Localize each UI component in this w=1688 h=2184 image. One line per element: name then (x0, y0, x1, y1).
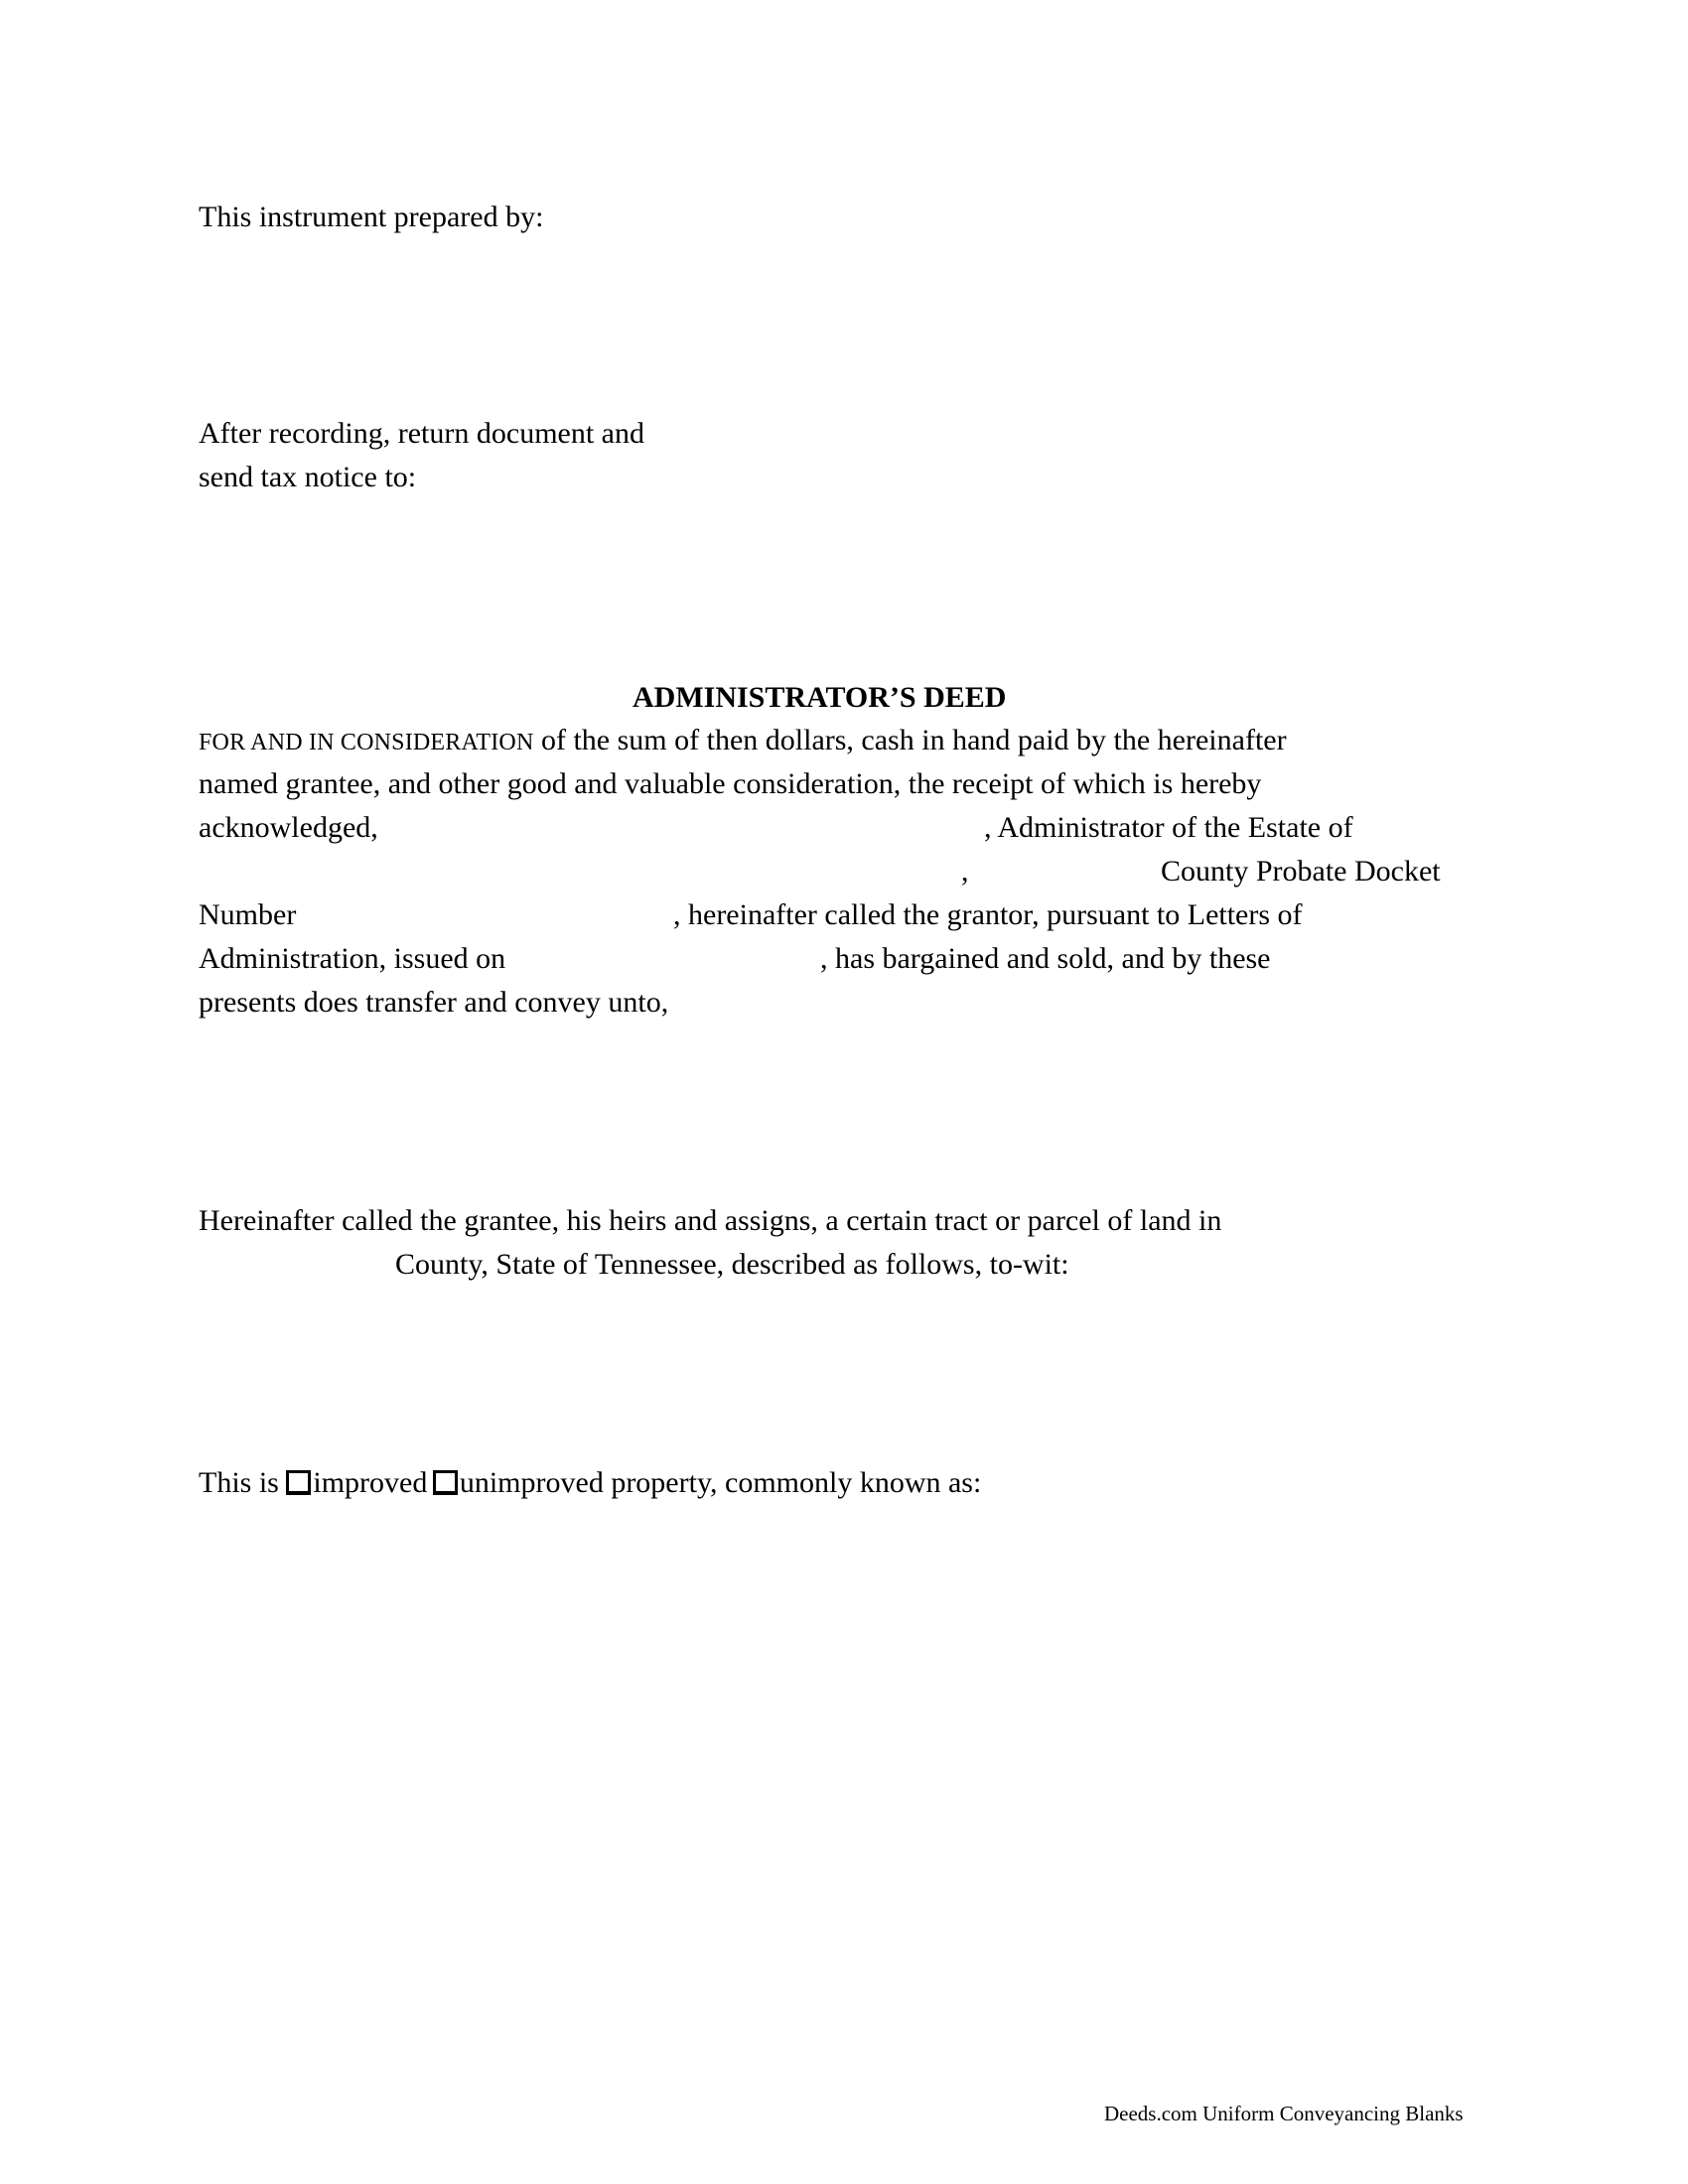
return-address-label-line2: send tax notice to: (199, 461, 417, 493)
county-probate-docket-label: County Probate Docket (1161, 855, 1441, 887)
improved-label: improved (313, 1466, 428, 1499)
unimproved-label: unimproved property, commonly known as: (459, 1466, 982, 1499)
improved-checkbox[interactable] (286, 1470, 311, 1495)
estate-comma: , (961, 855, 969, 887)
document-title: ADMINISTRATOR’S DEED (633, 681, 1007, 714)
convey-unto-label: presents does transfer and convey unto, (199, 986, 669, 1019)
grantor-letters-label: , hereinafter called the grantor, pursuant to Letters of (673, 898, 1303, 931)
number-label: Number (199, 898, 297, 931)
consideration-line-2: named grantee, and other good and valuable consideration, the receipt of which is hereby (199, 767, 1262, 800)
administration-issued-label: Administration, issued on (199, 942, 506, 975)
return-address-label-line1: After recording, return document and (199, 417, 644, 450)
grantee-line-2: County, State of Tennessee, described as follows, to-wit: (395, 1248, 1069, 1281)
administrator-of-estate-label: , Administrator of the Estate of (984, 811, 1353, 844)
property-type-line (199, 1468, 981, 1498)
unimproved-checkbox[interactable] (433, 1470, 458, 1495)
grantee-line-1: Hereinafter called the grantee, his heirs and assigns, a certain tract or parcel of land in (199, 1204, 1222, 1237)
consideration-line-1-text: of the sum of then dollars, cash in hand paid by the hereinafter (540, 724, 1287, 756)
property-type-prefix: This is (199, 1466, 279, 1499)
footer-text: Deeds.com Uniform Conveyancing Blanks (1104, 2102, 1464, 2125)
prepared-by-label: This instrument prepared by: (199, 201, 544, 233)
bargained-sold-label: , has bargained and sold, and by these (820, 942, 1271, 975)
acknowledged-label: acknowledged, (199, 811, 378, 844)
consideration-line-1 (199, 726, 1287, 755)
consideration-smallcaps: FOR AND IN CONSIDERATION (199, 730, 534, 755)
